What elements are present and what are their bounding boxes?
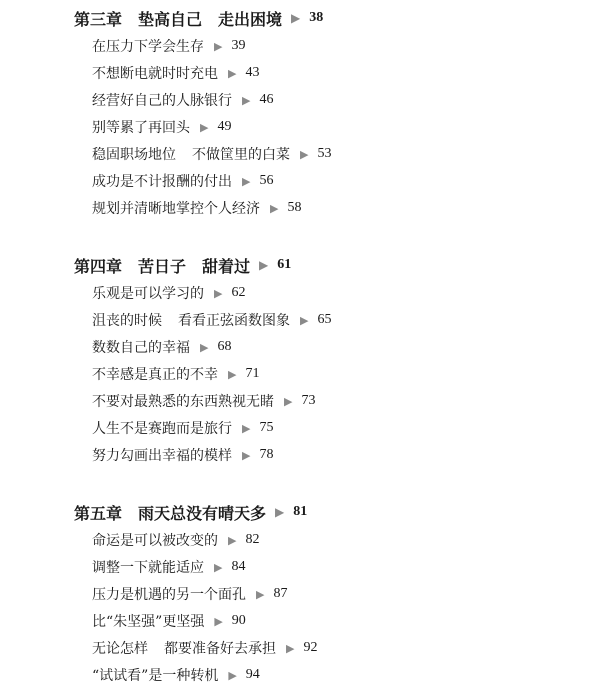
entry-page-number: 65 (317, 312, 332, 327)
entry-title: 稳固职场地位 (92, 147, 176, 163)
entry-page-number: 68 (217, 339, 232, 354)
entry-page-number: 43 (245, 65, 260, 80)
toc-entry (92, 336, 231, 358)
entry-title: 数数自己的幸福 (92, 340, 190, 356)
chapter-title: 苦日子 (138, 256, 187, 276)
play-arrow-icon: ▶ (214, 560, 223, 574)
entry-title: 规划并清晰地掌控个人经济 (92, 201, 260, 217)
entry-title: 调整一下就能适应 (92, 560, 204, 576)
toc-entry (92, 637, 317, 659)
entry-page-number: 82 (245, 532, 260, 547)
play-arrow-icon: ▶ (214, 39, 223, 53)
entry-title: 命运是可以被改变的 (92, 533, 218, 549)
toc-entry (92, 664, 260, 686)
entry-title: 努力勾画出幸福的模样 (92, 448, 232, 464)
chapter-label: 第五章 (74, 503, 123, 523)
play-arrow-icon: ▶ (228, 66, 237, 80)
entry-title: 无论怎样 (92, 641, 148, 657)
entry-page-number: 78 (259, 447, 274, 462)
play-arrow-icon: ▶ (200, 340, 209, 354)
toc-entry (92, 35, 245, 57)
entry-page-number: 56 (259, 173, 274, 188)
play-arrow-icon: ▶ (242, 421, 251, 435)
entry-page-number: 58 (287, 200, 302, 215)
toc-entry (92, 143, 331, 165)
play-arrow-icon: ▶ (300, 313, 309, 327)
toc-entry (92, 89, 273, 111)
toc-entry (92, 417, 273, 439)
play-arrow-icon: ▶ (242, 448, 251, 462)
entry-page-number: 39 (231, 38, 246, 53)
play-arrow-icon: ▶ (300, 147, 309, 161)
chapter-page-number: 38 (309, 10, 324, 25)
entry-title: 沮丧的时候 (92, 313, 162, 329)
entry-page-number: 71 (245, 366, 260, 381)
play-arrow-icon: ▶ (242, 93, 251, 107)
entry-page-number: 84 (231, 559, 246, 574)
play-arrow-icon: ▶ (291, 11, 301, 25)
entry-title: 压力是机遇的另一个面孔 (92, 587, 246, 603)
chapter-title-part: 走出困境 (218, 9, 283, 29)
chapter-title-part: 甜着过 (202, 256, 251, 276)
toc-entry (92, 444, 273, 466)
chapter-label: 第三章 (74, 9, 123, 29)
entry-page-number: 62 (231, 285, 246, 300)
entry-title: 别等累了再回头 (92, 120, 190, 136)
entry-title-part: 看看正弦函数图象 (178, 313, 290, 329)
entry-title: 人生不是赛跑而是旅行 (92, 421, 232, 437)
entry-title: 乐观是可以学习的 (92, 286, 204, 302)
toc-entry (92, 282, 245, 304)
entry-title: 在压力下学会生存 (92, 39, 204, 55)
chapter-heading (74, 253, 291, 277)
entry-page-number: 75 (259, 420, 274, 435)
entry-page-number: 53 (317, 146, 332, 161)
entry-title: 经营好自己的人脉银行 (92, 93, 232, 109)
toc-entry (92, 583, 287, 605)
toc-entry (92, 170, 273, 192)
entry-page-number: 73 (301, 393, 316, 408)
chapter-title: 雨天总没有晴天多 (138, 503, 267, 523)
entry-page-number: 90 (231, 613, 246, 628)
chapter-page-number: 61 (277, 257, 292, 272)
entry-page-number: 87 (273, 586, 288, 601)
chapter-title: 垫高自己 (138, 9, 203, 29)
play-arrow-icon: ▶ (228, 668, 237, 682)
toc-entry (92, 116, 231, 138)
play-arrow-icon: ▶ (200, 120, 209, 134)
toc-entry (92, 390, 315, 412)
play-arrow-icon: ▶ (214, 286, 223, 300)
entry-title: 不幸感是真正的不幸 (92, 367, 218, 383)
toc-entry (92, 610, 246, 632)
entry-page-number: 46 (259, 92, 274, 107)
play-arrow-icon: ▶ (228, 367, 237, 381)
play-arrow-icon: ▶ (256, 587, 265, 601)
toc-entry (92, 363, 259, 385)
play-arrow-icon: ▶ (286, 641, 295, 655)
chapter-heading (74, 6, 323, 30)
toc-entry (92, 309, 331, 331)
entry-title-part: 不做筐里的白菜 (192, 147, 290, 163)
entry-title: “试试看”是一种转机 (92, 668, 219, 684)
toc-entry (92, 62, 259, 84)
toc-entry (92, 529, 259, 551)
entry-title: 比“朱坚强”更坚强 (92, 614, 205, 630)
entry-title: 成功是不计报酬的付出 (92, 174, 232, 190)
entry-title: 不要对最熟悉的东西熟视无睹 (92, 394, 274, 410)
play-arrow-icon: ▶ (284, 394, 293, 408)
entry-title-part: 都要准备好去承担 (164, 641, 276, 657)
entry-title: 不想断电就时时充电 (92, 66, 218, 82)
toc-entry (92, 197, 301, 219)
play-arrow-icon: ▶ (275, 505, 285, 519)
entry-page-number: 94 (245, 667, 260, 682)
chapter-page-number: 81 (293, 504, 308, 519)
play-arrow-icon: ▶ (228, 533, 237, 547)
toc-entry (92, 556, 245, 578)
chapter-label: 第四章 (74, 256, 123, 276)
play-arrow-icon: ▶ (270, 201, 279, 215)
chapter-heading (74, 500, 307, 524)
play-arrow-icon: ▶ (242, 174, 251, 188)
play-arrow-icon: ▶ (259, 258, 269, 272)
entry-page-number: 92 (303, 640, 318, 655)
play-arrow-icon: ▶ (214, 614, 223, 628)
entry-page-number: 49 (217, 119, 232, 134)
